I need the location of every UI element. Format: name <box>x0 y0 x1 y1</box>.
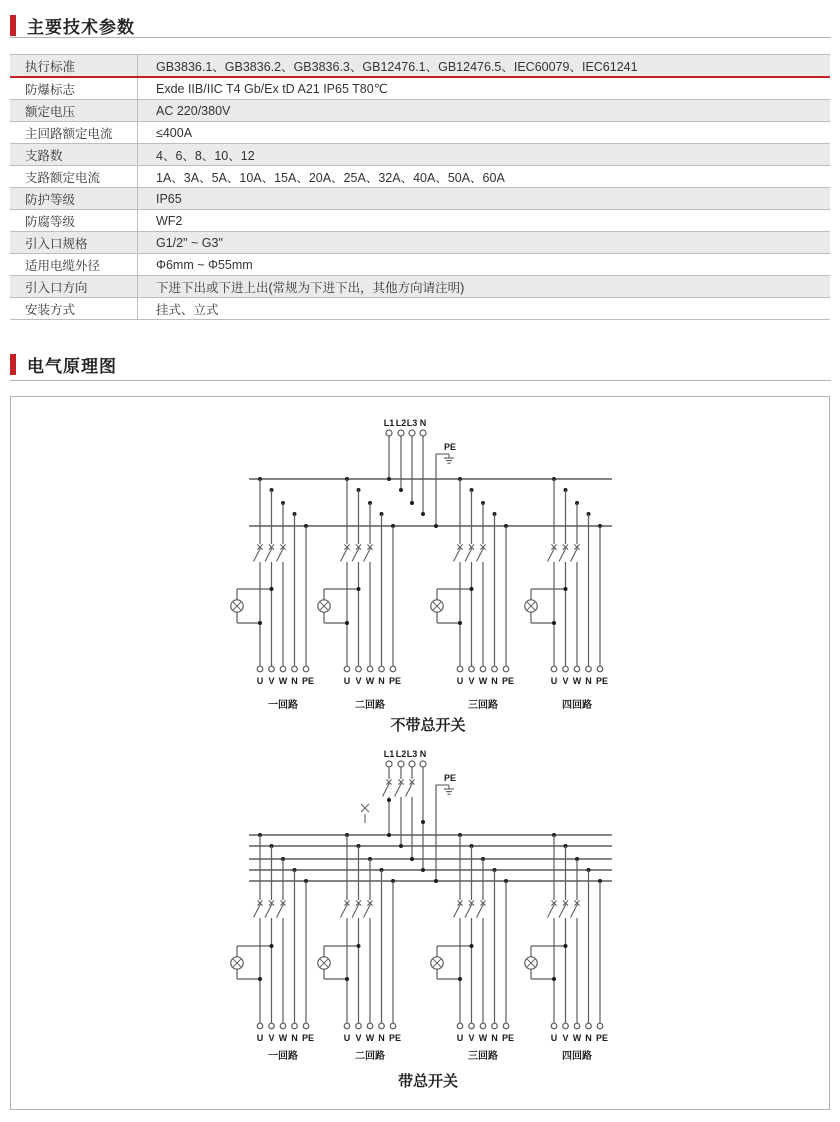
terminal-label: N <box>291 1033 298 1043</box>
terminal-label: PE <box>595 676 609 686</box>
terminal-label: V <box>268 676 275 686</box>
terminal-label: W <box>365 676 375 686</box>
diagram-without-main-switch <box>231 418 612 734</box>
terminal-label: U <box>550 676 558 686</box>
row-label: 防腐等级 <box>10 210 138 231</box>
terminal-label: W <box>572 676 582 686</box>
table-row <box>10 55 830 78</box>
section-header-schematic <box>10 352 117 377</box>
terminal-label: V <box>562 1033 569 1043</box>
diagram-with-main-switch <box>231 749 612 1090</box>
terminal-label: U <box>256 676 264 686</box>
pe-label: PE <box>443 773 457 783</box>
terminal-label: PE <box>301 1033 315 1043</box>
indicator-lamp-icon <box>525 600 537 612</box>
incoming-label: N <box>419 418 427 428</box>
incoming-label: L3 <box>406 749 418 759</box>
header-rule <box>10 37 831 38</box>
terminal-label: W <box>478 676 488 686</box>
circuit-group-3 <box>431 477 514 711</box>
indicator-lamp-icon <box>318 957 330 969</box>
circuit-group-1 <box>231 833 314 1062</box>
row-value: 4、6、8、10、12 <box>156 148 255 163</box>
circuit-label: 三回路 <box>468 1051 498 1062</box>
row-label: 防爆标志 <box>10 78 138 99</box>
indicator-lamp-icon <box>231 600 243 612</box>
row-label: 引入口规格 <box>10 232 138 253</box>
header-rule <box>10 380 831 381</box>
indicator-lamp-icon <box>318 600 330 612</box>
table-row <box>10 232 830 254</box>
terminal-label: V <box>355 676 362 686</box>
terminal-label: PE <box>595 1033 609 1043</box>
table-row <box>10 276 830 298</box>
table-row <box>10 298 830 320</box>
terminal-label: N <box>585 676 592 686</box>
row-value: AC 220/380V <box>156 103 231 118</box>
terminal-label: W <box>365 1033 375 1043</box>
table-row <box>10 144 830 166</box>
row-value: Φ6mm ~ Φ55mm <box>156 257 253 272</box>
table-row <box>10 78 830 100</box>
section-header-params <box>10 13 135 38</box>
terminal-label: U <box>456 1033 464 1043</box>
row-value: ≤400A <box>156 125 193 140</box>
row-value: 挂式、立式 <box>156 302 219 317</box>
circuit-group-4 <box>525 477 608 711</box>
row-label: 执行标准 <box>10 55 138 76</box>
circuit-group-1 <box>231 477 314 711</box>
circuit-label: 二回路 <box>355 1051 385 1062</box>
row-value: G1/2" ~ G3" <box>156 235 223 250</box>
indicator-lamp-icon <box>231 957 243 969</box>
row-label: 引入口方向 <box>10 276 138 297</box>
circuit-label: 四回路 <box>562 1051 592 1062</box>
terminal-label: V <box>562 676 569 686</box>
incoming-label: L3 <box>406 418 418 428</box>
terminal-label: N <box>491 676 498 686</box>
terminal-label: W <box>278 1033 288 1043</box>
terminal-label: U <box>343 676 351 686</box>
circuit-group-2 <box>318 833 401 1062</box>
row-value: GB3836.1、GB3836.2、GB3836.3、GB12476.1、GB12476.5、IEC60079、IEC61241 <box>156 59 638 74</box>
row-label: 适用电缆外径 <box>10 254 138 275</box>
terminal-label: PE <box>388 1033 402 1043</box>
terminal-label: U <box>343 1033 351 1043</box>
terminal-label: N <box>378 676 385 686</box>
terminal-label: U <box>550 1033 558 1043</box>
terminal-label: V <box>355 1033 362 1043</box>
schematic-diagram-box <box>10 396 830 1110</box>
terminal-label: V <box>468 676 475 686</box>
terminal-label: V <box>268 1033 275 1043</box>
table-row <box>10 100 830 122</box>
row-label: 额定电压 <box>10 100 138 121</box>
circuit-group-3 <box>431 833 514 1062</box>
row-value: 1A、3A、5A、10A、15A、20A、25A、32A、40A、50A、60A <box>156 170 505 185</box>
table-row <box>10 188 830 210</box>
table-row <box>10 210 830 232</box>
circuit-label: 四回路 <box>562 700 592 711</box>
table-row <box>10 254 830 276</box>
terminal-label: PE <box>388 676 402 686</box>
diagram-title: 带总开关 <box>397 1073 459 1090</box>
circuit-group-4 <box>525 833 608 1062</box>
row-label: 支路数 <box>10 144 138 165</box>
params-table <box>10 54 830 320</box>
diagram-title: 不带总开关 <box>390 717 466 734</box>
section-title-params: 主要技术参数 <box>27 18 135 37</box>
terminal-label: N <box>291 676 298 686</box>
row-label: 防护等级 <box>10 188 138 209</box>
row-label: 支路额定电流 <box>10 166 138 187</box>
row-label: 主回路额定电流 <box>10 122 138 143</box>
terminal-label: W <box>572 1033 582 1043</box>
terminal-label: PE <box>501 676 515 686</box>
terminal-label: N <box>585 1033 592 1043</box>
circuit-label: 一回路 <box>268 1051 298 1062</box>
terminal-label: PE <box>301 676 315 686</box>
terminal-label: V <box>468 1033 475 1043</box>
terminal-label: N <box>491 1033 498 1043</box>
terminal-label: W <box>278 676 288 686</box>
incoming-label: L1 <box>383 749 395 759</box>
terminal-label: N <box>378 1033 385 1043</box>
incoming-label: N <box>419 749 427 759</box>
row-label: 安装方式 <box>10 298 138 319</box>
circuit-label: 一回路 <box>268 700 298 711</box>
circuit-group-2 <box>318 477 401 711</box>
circuit-label: 三回路 <box>468 700 498 711</box>
indicator-lamp-icon <box>431 957 443 969</box>
terminal-label: PE <box>501 1033 515 1043</box>
indicator-lamp-icon <box>525 957 537 969</box>
table-row <box>10 166 830 188</box>
terminal-label: U <box>456 676 464 686</box>
terminal-label: U <box>256 1033 264 1043</box>
indicator-lamp-icon <box>431 600 443 612</box>
incoming-label: L1 <box>383 418 395 428</box>
table-row <box>10 122 830 144</box>
row-value: Exde IIB/IIC T4 Gb/Ex tD A21 IP65 T80℃ <box>156 82 388 96</box>
row-value: IP65 <box>156 191 182 206</box>
red-accent-bar <box>10 15 16 36</box>
row-value: WF2 <box>156 213 183 228</box>
row-value: 下进下出或下进上出(常规为下进下出，其他方向请注明) <box>156 280 465 295</box>
section-title-schematic: 电气原理图 <box>27 357 117 376</box>
schematic-svg <box>11 397 829 1109</box>
incoming-label: L2 <box>395 418 407 428</box>
pe-label: PE <box>443 442 457 452</box>
terminal-label: W <box>478 1033 488 1043</box>
circuit-label: 二回路 <box>355 700 385 711</box>
incoming-label: L2 <box>395 749 407 759</box>
red-accent-bar <box>10 354 16 375</box>
